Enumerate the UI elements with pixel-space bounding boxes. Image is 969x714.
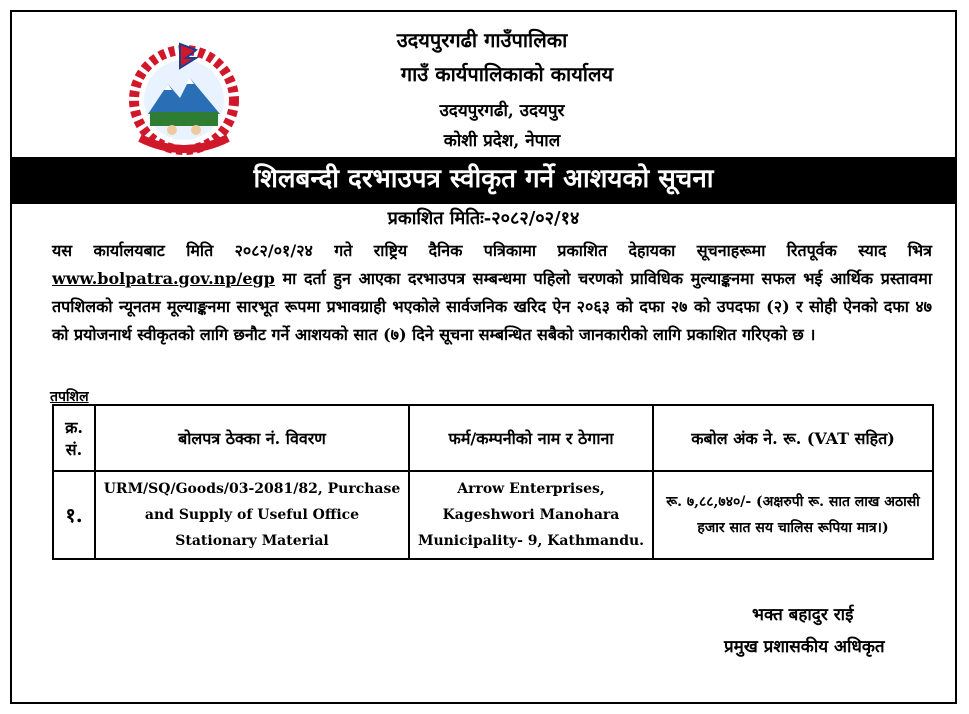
notice-title: शिलबन्दी दरभाउपत्र स्वीकृत गर्ने आशयको सूचना	[12, 157, 955, 204]
body-text-part1: यस कार्यालयबाट मिति २०८२/०१/२४ गते राष्ट्रिय दैनिक पत्रिकामा प्रकाशित देहायका सूचनाहरूमा रितपूर्वक स्याद भित्र	[52, 241, 932, 260]
details-heading: तपशिल	[50, 389, 89, 405]
col-sn-header: क्र. सं.	[53, 405, 95, 471]
row-description: URM/SQ/Goods/03-2081/82, Purchase and Supply of Useful Office Stationary Material	[95, 471, 409, 559]
table-row	[53, 471, 933, 559]
bolpatra-link[interactable]: www.bolpatra.gov.np/egp	[52, 269, 275, 288]
col-firm-header: फर्म/कम्पनीको नाम र ठेगाना	[409, 405, 653, 471]
office-name: गाउँ कार्यपालिकाको कार्यालय	[400, 62, 614, 86]
body-text-part2: मा दर्ता हुन आएका दरभाउपत्र सम्बन्धमा पहिलो चरणको प्राविधिक मुल्याङ्कनमा सफल भई आर्थिक प्रस्तावमा तपशिलको न्यूनतम मूल्याङ्कनमा सारभूत रूपमा प्रभावग्राही भएकोले सार्वजनिक खरिद ऐन २०६३ को दफा २७ को उपदफा (२) र सोही ऐनको दफा ४७ को प्रयोजनार्थ स्वीकृतको लागि छनौट गर्ने आशयको सात (७) दिने सूचना सम्बन्धित सबैको जानकारीको लागि प्रकाशित गरिएको छ ।	[52, 269, 932, 344]
row-amount: रू. ७,८८,७४०/- (अक्षरुपी रू. सात लाख अठासी हजार सात सय चालिस रूपिया मात्र।)	[653, 471, 933, 559]
notice-body	[52, 237, 932, 349]
signatory-name: भक्त बहादुर राई	[752, 605, 854, 625]
bid-table	[52, 404, 934, 560]
notice-page	[10, 10, 957, 704]
col-desc-header: बोलपत्र ठेक्का नं. विवरण	[95, 405, 409, 471]
office-address: उदयपुरगढी, उदयपुर	[439, 101, 565, 121]
municipality-name: उदयपुरगढी गाउँपालिका	[396, 28, 568, 52]
row-sn: १.	[53, 471, 95, 559]
row-firm: Arrow Enterprises, Kageshwori Manohara Municipality- 9, Kathmandu.	[409, 471, 653, 559]
nepal-emblem-icon	[124, 38, 244, 158]
province-country: कोशी प्रदेश, नेपाल	[443, 131, 561, 151]
table-header-row	[53, 405, 933, 471]
signatory-title: प्रमुख प्रशासकीय अधिकृत	[724, 637, 885, 657]
col-amount-header: कबोल अंक ने. रू. (VAT सहित)	[653, 405, 933, 471]
published-date: प्रकाशित मितिः-२०८२/०२/१४	[387, 208, 580, 229]
